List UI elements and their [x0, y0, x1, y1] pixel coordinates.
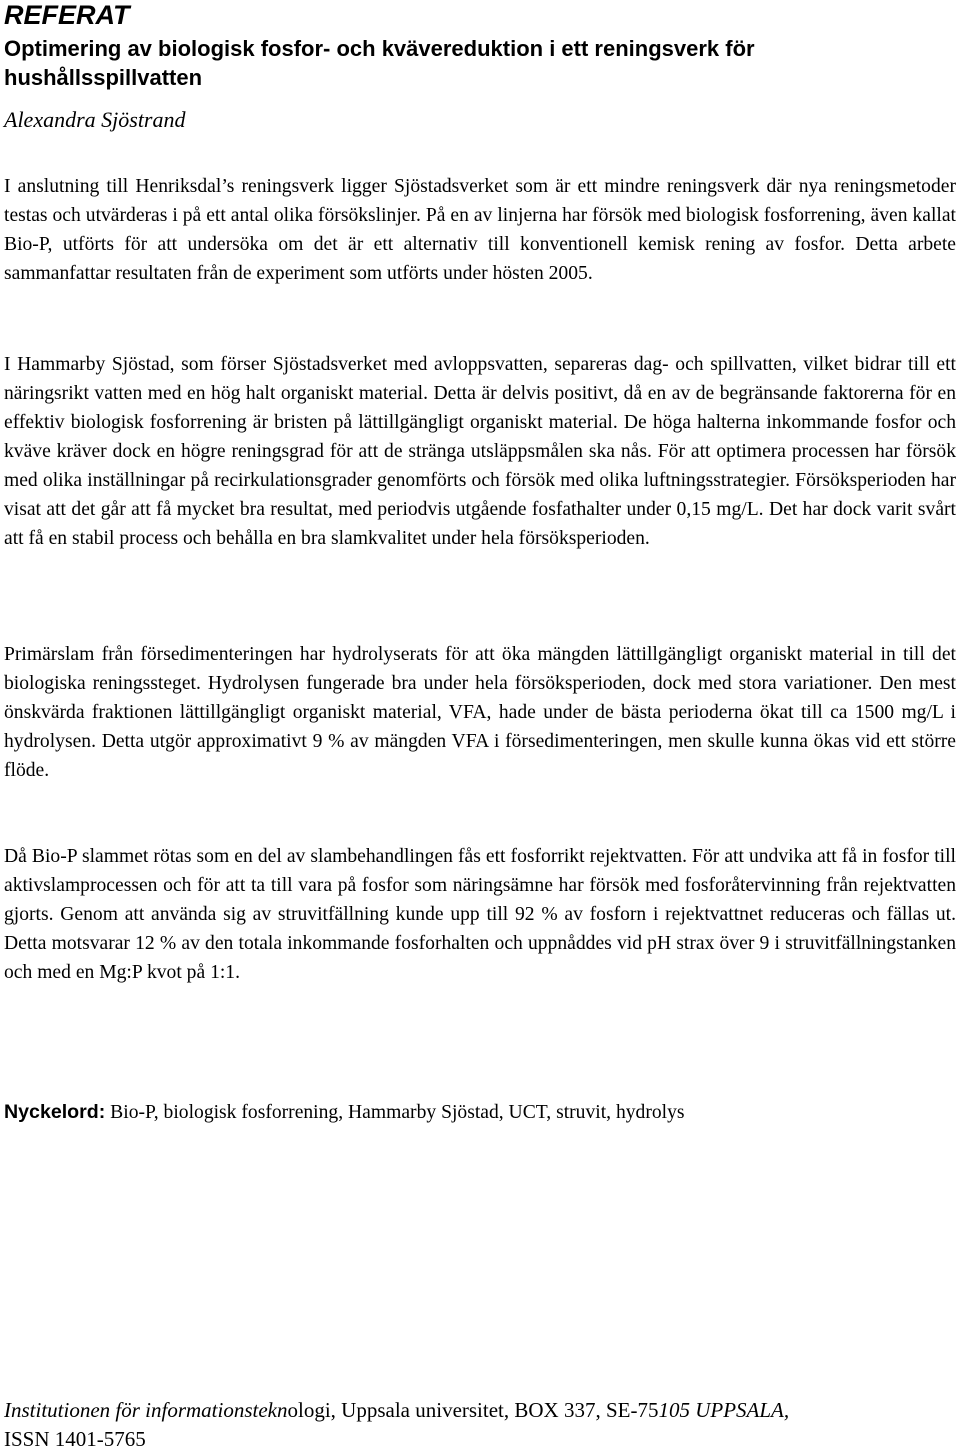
footer-address: ologi, Uppsala universitet, BOX 337, SE-75 [287, 1398, 659, 1422]
document-page [4, 0, 956, 1451]
abstract-paragraph-1: I anslutning till Henriksdal’s reningsverk ligger Sjöstadsverket som är ett mindre reningsverk där nya reningsmetoder testas och utvärderas i på ett antal olika försökslinjer. På en av linjerna har försök med biologisk fosforrening, även kallat Bio-P, utförts för att undersöka om det är ett alternativ till konventionell kemisk rening av fosfor. Detta arbete sammanfattar resultaten från de experiment som utförts under hösten 2005. [4, 176, 956, 284]
keywords-text: Bio-P, biologisk fosforrening, Hammarby Sjöstad, UCT, struvit, hydrolys [105, 1102, 685, 1123]
institution-footer [4, 1396, 956, 1454]
footer-issn: ISSN 1401-5765 [4, 1427, 146, 1451]
footer-institution-italic: Institutionen för informationstekn [4, 1398, 288, 1422]
footer-city-italic: 105 UPPSALA, [658, 1398, 790, 1422]
keywords-label: Nyckelord: [4, 1101, 106, 1123]
keywords-line [4, 1098, 956, 1127]
abstract-paragraph-4: Då Bio-P slammet rötas som en del av slambehandlingen fås ett fosforrikt rejektvatten. För att undvika att få in fosfor till aktivslamprocessen och för att ta till vara på fosfor som näringsämne har försök med fosforåtervinning från rejektvatten gjorts. Genom att använda sig av struvitfällning kunde upp till 92 % av fosforn i rejektvattnet reduceras och fällas ut. Detta motsvarar 12 % av den totala inkommande fosforhalten och uppnåddes vid pH strax över 9 i struvitfällningstanken och med en Mg:P kvot på 1:1. [4, 846, 956, 983]
abstract-paragraph-3: Primärslam från försedimenteringen har hydrolyserats för att öka mängden lättillgängligt organiskt material in till det biologiska reningssteget. Hydrolysen fungerade bra under hela försöksperioden, dock med stora variationer. Den mest önskvärda fraktionen lättillgängligt organiskt material, VFA, hade under de bästa perioderna ökat till ca 1500 mg/L i hydrolysen. Detta utgör approximativt 9 % av mängden VFA i försedimenteringen, men skulle kunna ökas vid ett större flöde. [4, 644, 956, 781]
abstract-paragraph-2: I Hammarby Sjöstad, som förser Sjöstadsverket med avloppsvatten, separeras dag- och spillvatten, vilket bidrar till ett näringsrikt vatten med en hög halt organiskt material. Detta är delvis positivt, då en av de begränsande faktorerna för en effektiv biologisk fosforrening är bristen på lättillgängligt organiskt material. De höga halterna inkommande fosfor och kväve kräver dock en högre reningsgrad för att de stränga utsläppsmålen ska nås. För att optimera processen har försök med olika inställningar på recirkulationsgrader genomförts och försök med olika luftningsstrategier. Försöksperioden har visat att det går att få mycket bra resultat, med periodvis utgående fosfathalter under 0,15 mg/L. Det har dock varit svårt att få en stabil process och behålla en bra slamkvalitet under hela försöksperioden. [4, 354, 956, 549]
section-heading: REFERAT [4, 0, 130, 30]
author-name: Alexandra Sjöstrand [4, 107, 186, 132]
document-title: Optimering av biologisk fosfor- och kvävereduktion i ett reningsverk för hushållsspillvatten [4, 36, 755, 90]
